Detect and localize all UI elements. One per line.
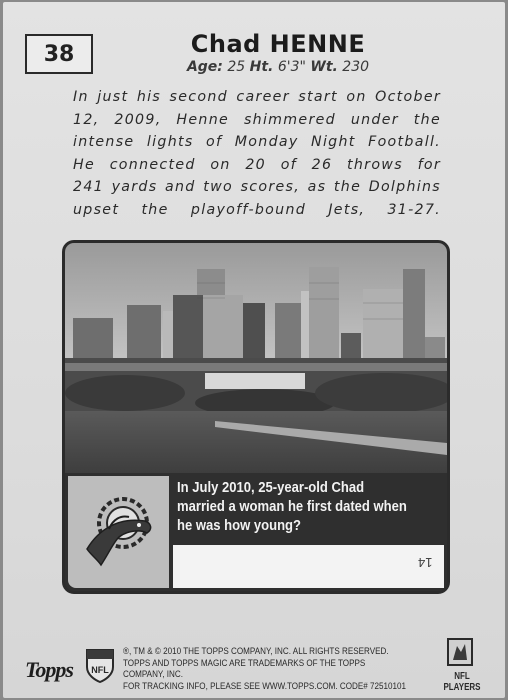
nfl-players-icon — [447, 638, 473, 666]
quiz-answer: 14 — [417, 555, 432, 570]
quiz-answer-area — [173, 545, 444, 588]
team-logo-panel — [68, 476, 169, 588]
legal-text — [123, 646, 408, 692]
city-skyline-photo — [65, 243, 447, 473]
dolphin-logo-icon — [79, 489, 159, 575]
player-bio — [73, 86, 441, 221]
bio-line: In just his second career start on October — [73, 89, 441, 105]
bio-line: upset the playoff-bound Jets, 31-27. — [73, 201, 441, 218]
player-stats — [133, 59, 423, 75]
age-label: Age: — [186, 59, 223, 75]
nfl-players-text: NFL PLAYERS — [443, 671, 481, 693]
bio-line: He connected on 20 of 26 throws for — [73, 156, 441, 173]
nfl-shield-text: NFL — [91, 665, 109, 675]
height-label: Ht. — [249, 59, 274, 75]
bio-line: 241 yards and two scores, as the Dolphins — [73, 179, 441, 195]
legal-line: ®, TM & © 2010 THE TOPPS COMPANY, INC. ALL RIGHTS RESERVED. — [123, 646, 389, 656]
height-value: 6'3" — [277, 59, 306, 75]
bio-line: 12, 2009, Henne shimmered under the — [73, 111, 441, 128]
quiz-box — [65, 473, 447, 591]
bio-line: intense lights of Monday Night Football. — [73, 134, 441, 150]
nfl-shield-icon — [85, 647, 115, 683]
weight-label: Wt. — [310, 59, 338, 75]
photo-frame — [62, 240, 450, 594]
age-value: 25 — [227, 59, 246, 75]
player-name: Chad HENNE — [190, 30, 366, 58]
quiz-question: In July 2010, 25-year-old Chad married a woman he first dated when he was how young? — [177, 480, 407, 534]
legal-line: TOPPS AND TOPPS MAGIC ARE TRADEMARKS OF THE TOPPS COMPANY, INC. — [123, 657, 366, 679]
topps-logo: Topps — [25, 657, 73, 682]
card-number: 38 — [25, 34, 93, 74]
weight-value: 230 — [342, 59, 370, 75]
legal-line: FOR TRACKING INFO, PLEASE SEE WWW.TOPPS.COM. CODE# 72510101 — [123, 680, 407, 691]
trading-card-back — [3, 2, 505, 698]
